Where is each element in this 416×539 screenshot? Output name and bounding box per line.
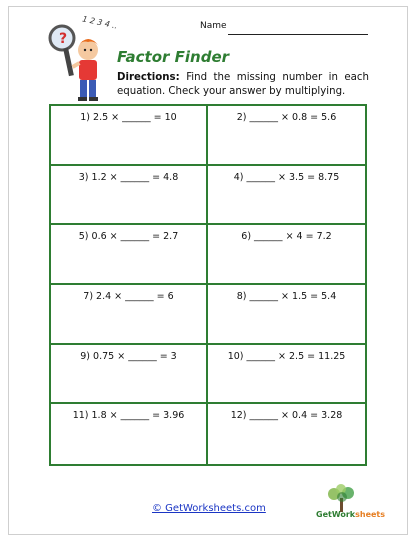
problem-cell[interactable] — [208, 345, 365, 405]
problem-grid — [49, 104, 367, 466]
problem-text: 5) 0.6 × ______ = 2.7 — [78, 231, 179, 243]
page-title: Factor Finder — [117, 48, 230, 66]
problem-text: 9) 0.75 × ______ = 3 — [80, 350, 177, 362]
problem-text: 10) ______ × 2.5 = 11.25 — [227, 350, 346, 362]
directions-text: Find the missing number in each equation. Check your answer by multiplying. — [117, 72, 369, 97]
directions-label: Directions: — [117, 72, 180, 83]
logo-text-a: GetWork — [316, 510, 356, 519]
problem-cell[interactable] — [51, 404, 208, 464]
name-field-line[interactable] — [228, 34, 368, 35]
counting-numbers: 1 2 3 4 .. — [81, 14, 119, 31]
problem-cell[interactable] — [51, 345, 208, 405]
kid-with-magnifying-glass-icon — [44, 18, 114, 104]
problem-cell[interactable] — [51, 106, 208, 166]
problem-text: 2) ______ × 0.8 = 5.6 — [236, 112, 337, 123]
problem-text: 6) ______ × 4 = 7.2 — [241, 231, 332, 243]
problem-text: 4) ______ × 3.5 = 8.75 — [233, 171, 340, 183]
problem-text: 1) 2.5 × ______ = 10 — [80, 112, 177, 123]
problem-cell[interactable] — [51, 166, 208, 226]
problem-text: 12) ______ × 0.4 = 3.28 — [230, 410, 343, 422]
problem-cell[interactable] — [208, 225, 365, 285]
problem-cell[interactable] — [208, 285, 365, 345]
problem-cell[interactable] — [51, 285, 208, 345]
problem-cell[interactable] — [208, 106, 365, 166]
footer-link[interactable]: © GetWorksheets.com — [152, 503, 266, 514]
directions — [117, 71, 369, 99]
problem-cell[interactable] — [208, 404, 365, 464]
problem-cell[interactable] — [208, 166, 365, 226]
svg-text:?: ? — [59, 31, 68, 47]
name-label: Name — [200, 21, 227, 31]
problem-text: 8) ______ × 1.5 = 5.4 — [236, 291, 337, 302]
problem-text: 7) 2.4 × ______ = 6 — [83, 291, 174, 302]
problem-cell[interactable] — [51, 225, 208, 285]
problem-text: 3) 1.2 × ______ = 4.8 — [78, 171, 179, 183]
logo-text-b: sheets — [355, 510, 386, 519]
problem-text: 11) 1.8 × ______ = 3.96 — [72, 410, 185, 422]
logo-text — [316, 510, 385, 519]
